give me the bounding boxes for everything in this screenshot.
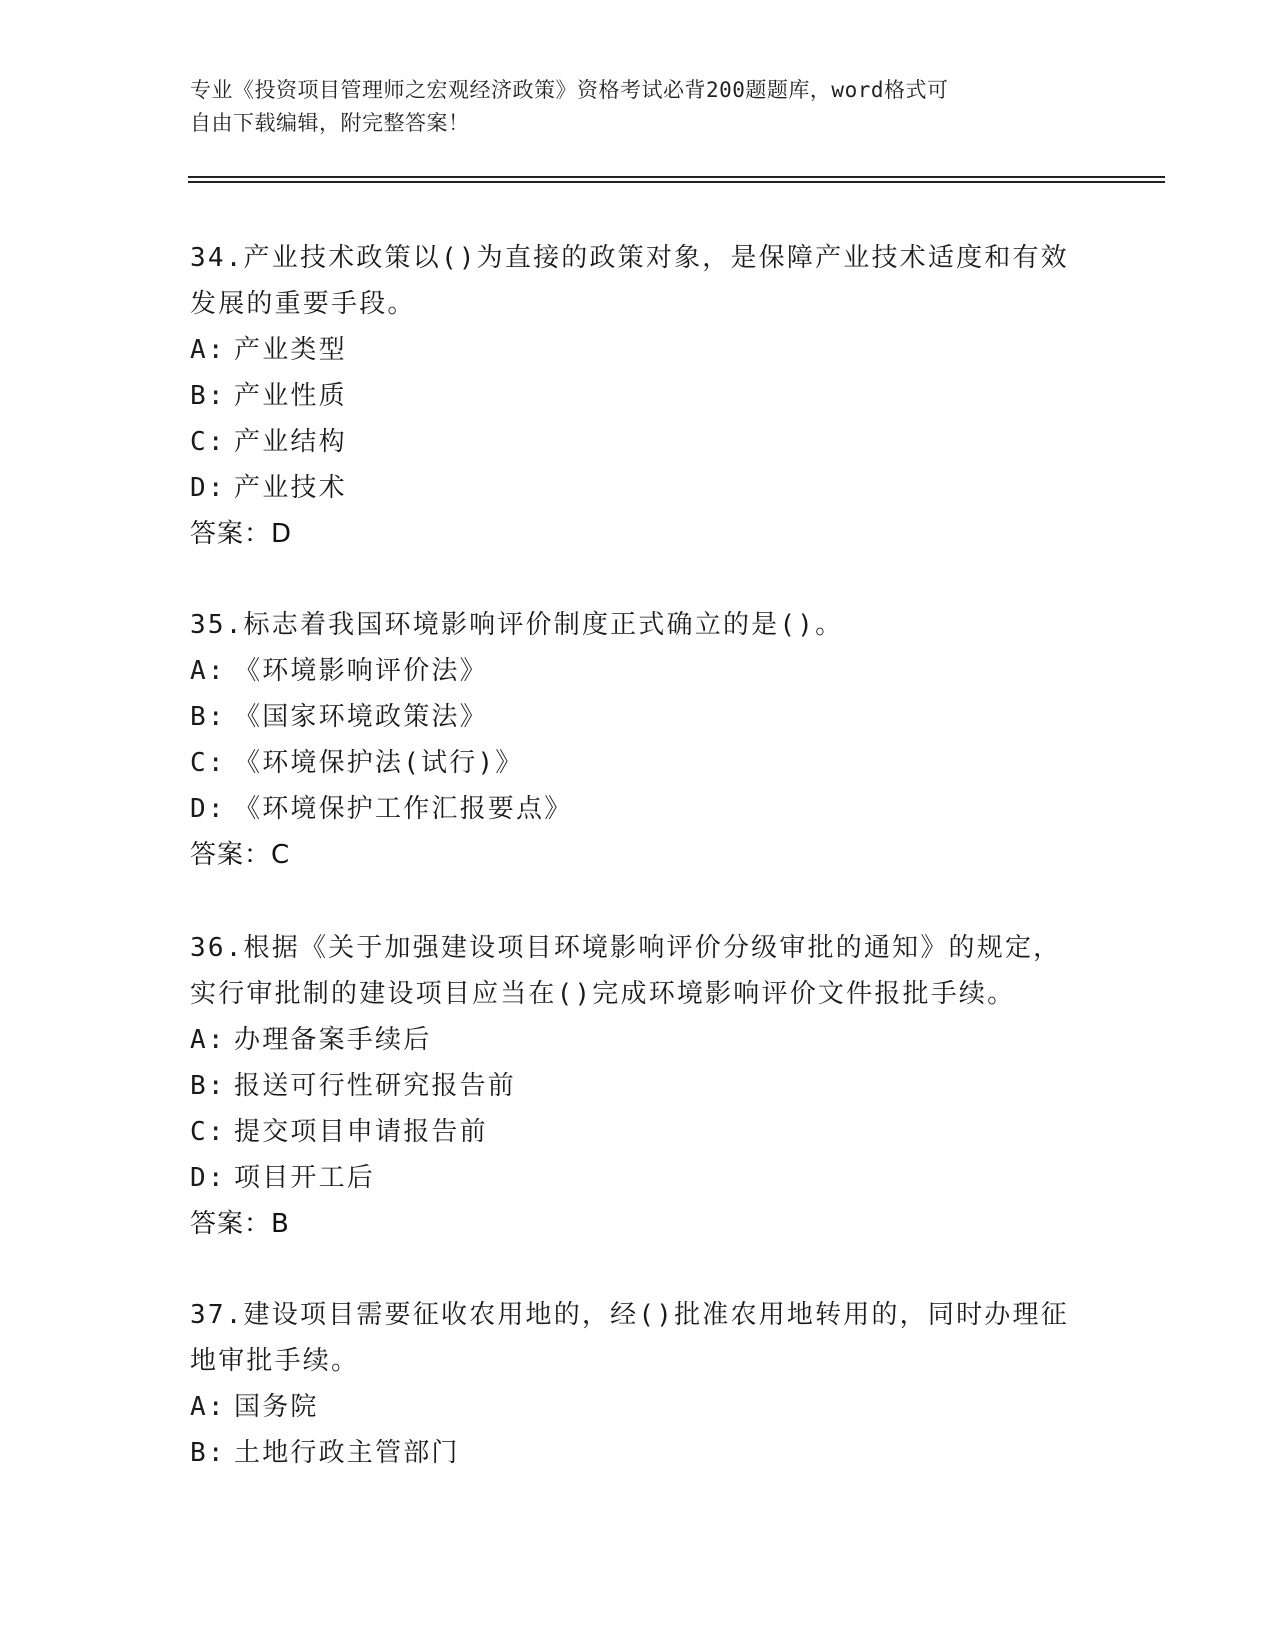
option-b	[190, 694, 1090, 740]
question-stem-line-1: 36.根据《关于加强建设项目环境影响评价分级审批的通知》的规定，	[190, 933, 1062, 963]
option-text: 产业结构	[234, 427, 347, 457]
option-text: 办理备案手续后	[234, 1025, 432, 1055]
document-header	[190, 74, 1090, 140]
option-d	[190, 786, 1090, 832]
option-a	[190, 1017, 1090, 1063]
option-letter: D:	[190, 794, 226, 824]
option-letter: C:	[190, 748, 226, 778]
option-letter: A:	[190, 335, 226, 365]
option-letter: A:	[190, 1025, 226, 1055]
option-text: 提交项目申请报告前	[234, 1117, 488, 1147]
question-35	[190, 602, 1090, 878]
option-letter: A:	[190, 656, 226, 686]
option-text: 项目开工后	[234, 1163, 376, 1193]
option-letter: A:	[190, 1392, 226, 1422]
option-text: 国务院	[234, 1392, 319, 1422]
header-divider-bottom	[188, 181, 1165, 183]
option-b	[190, 373, 1090, 419]
question-37	[190, 1292, 1090, 1476]
option-d	[190, 465, 1090, 511]
option-letter: B:	[190, 702, 226, 732]
answer-line: 答案：B	[190, 1209, 290, 1239]
question-stem-line-1: 35.标志着我国环境影响评价制度正式确立的是()。	[190, 610, 844, 640]
option-letter: D:	[190, 1163, 226, 1193]
option-letter: B:	[190, 1438, 226, 1468]
option-b	[190, 1063, 1090, 1109]
answer-line: 答案：D	[190, 519, 293, 549]
option-c	[190, 419, 1090, 465]
question-stem-line-1: 34.产业技术政策以()为直接的政策对象，是保障产业技术适度和有效	[190, 243, 1069, 273]
option-a	[190, 1384, 1090, 1430]
header-line-2: 自由下载编辑，附完整答案！	[190, 111, 470, 135]
option-c	[190, 1109, 1090, 1155]
option-b	[190, 1430, 1090, 1476]
option-text: 《国家环境政策法》	[234, 702, 488, 732]
question-stem-line-2: 实行审批制的建设项目应当在()完成环境影响评价文件报批手续。	[190, 979, 1016, 1009]
option-d	[190, 1155, 1090, 1201]
answer-line: 答案：C	[190, 840, 291, 870]
option-letter: D:	[190, 473, 226, 503]
option-text: 产业类型	[234, 335, 347, 365]
option-text: 《环境影响评价法》	[234, 656, 488, 686]
question-stem-line-2: 地审批手续。	[190, 1346, 360, 1376]
option-letter: C:	[190, 1117, 226, 1147]
question-stem-line-1: 37.建设项目需要征收农用地的，经()批准农用地转用的，同时办理征	[190, 1300, 1069, 1330]
option-text: 产业技术	[234, 473, 347, 503]
question-stem-line-2: 发展的重要手段。	[190, 289, 416, 319]
header-divider-top	[188, 176, 1165, 178]
option-text: 报送可行性研究报告前	[234, 1071, 517, 1101]
header-line-1: 专业《投资项目管理师之宏观经济政策》资格考试必背200题题库，word格式可	[190, 78, 949, 102]
option-a	[190, 648, 1090, 694]
option-text: 《环境保护法(试行)》	[234, 748, 524, 778]
option-letter: C:	[190, 427, 226, 457]
option-letter: B:	[190, 381, 226, 411]
option-letter: B:	[190, 1071, 226, 1101]
option-text: 土地行政主管部门	[234, 1438, 460, 1468]
option-a	[190, 327, 1090, 373]
question-34	[190, 235, 1090, 557]
option-text: 产业性质	[234, 381, 347, 411]
question-36	[190, 925, 1090, 1247]
option-text: 《环境保护工作汇报要点》	[234, 794, 573, 824]
option-c	[190, 740, 1090, 786]
